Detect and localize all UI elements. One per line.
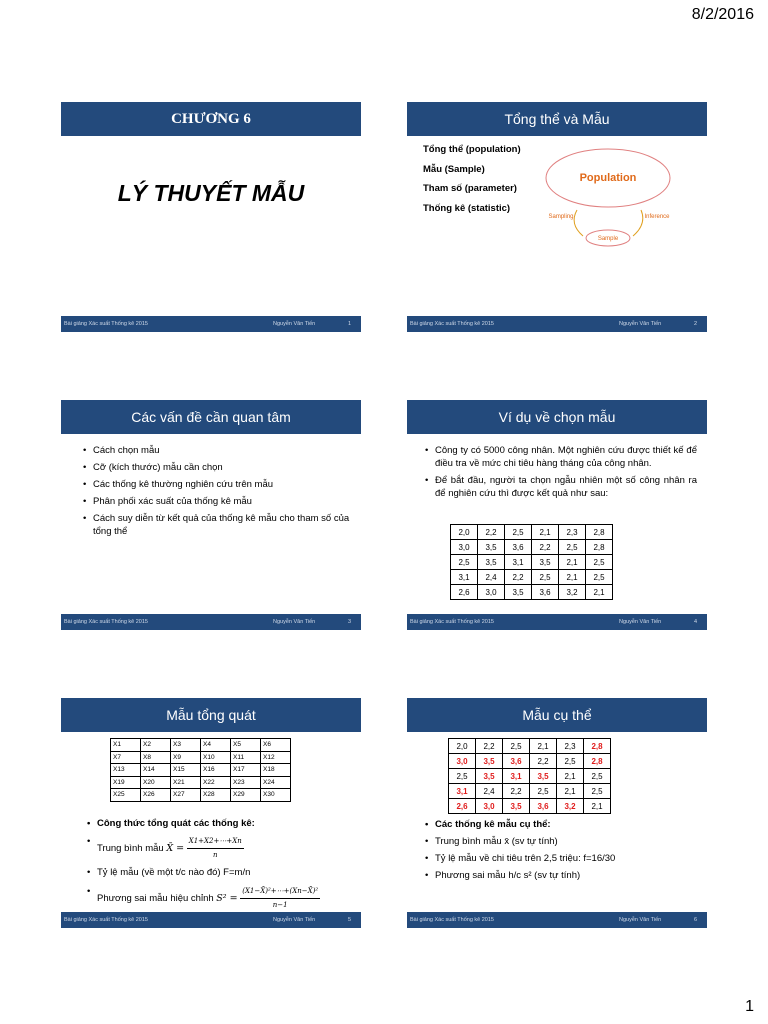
table-cell: 2,5	[557, 754, 584, 769]
table-cell: 3,5	[503, 799, 530, 814]
variance-numerator: (X1−X̄)²+⋯+(Xn−X̄)²	[240, 885, 320, 899]
table-cell: 2,1	[586, 585, 613, 600]
table-cell: X3	[171, 739, 201, 752]
table-cell: 2,6	[451, 585, 478, 600]
list-item: • Cỡ (kích thước) mẫu cần chọn	[81, 461, 356, 474]
table-cell: 2,5	[449, 769, 476, 784]
footer-slide-number: 6	[693, 917, 697, 923]
table-cell: 3,6	[503, 754, 530, 769]
specific-stats-list	[423, 818, 703, 886]
table-cell: 2,1	[584, 799, 611, 814]
table-cell: 3,5	[505, 585, 532, 600]
terms-list	[423, 140, 521, 218]
table-cell: 2,8	[586, 525, 613, 540]
table-cell: X24	[261, 776, 291, 789]
table-cell: X30	[261, 789, 291, 802]
table-cell: X13	[111, 764, 141, 777]
specific-sample-table	[448, 738, 611, 814]
table-cell: 3,5	[478, 555, 505, 570]
table-cell: 2,1	[557, 784, 584, 799]
table-cell: 3,5	[532, 555, 559, 570]
table-cell: 3,1	[505, 555, 532, 570]
table-cell: 2,5	[586, 555, 613, 570]
mean-numerator: X1+X2+⋯+Xn	[187, 835, 244, 849]
inference-arrow	[633, 210, 643, 236]
table-cell: X7	[111, 751, 141, 764]
table-cell: 3,5	[530, 769, 557, 784]
table-cell: 2,2	[530, 754, 557, 769]
page-date: 8/2/2016	[691, 6, 754, 23]
table-cell: 3,5	[476, 754, 503, 769]
formula-list	[85, 817, 357, 916]
table-cell: 2,5	[503, 739, 530, 754]
table-cell: 2,5	[586, 570, 613, 585]
table-row	[449, 769, 611, 784]
table-cell: X4	[201, 739, 231, 752]
table-row	[451, 570, 613, 585]
table-cell: 2,5	[584, 784, 611, 799]
table-cell: 2,2	[532, 540, 559, 555]
footer-slide-number: 2	[693, 321, 697, 327]
table-cell: 2,1	[559, 570, 586, 585]
inference-label: Inference	[644, 214, 670, 220]
slide-6-title: Mẫu cụ thể	[407, 698, 707, 732]
list-item: • Các thống kê mẫu cụ thể:	[423, 818, 703, 831]
concerns-list	[81, 444, 356, 542]
table-cell: X22	[201, 776, 231, 789]
table-cell: 2,1	[559, 555, 586, 570]
table-row	[449, 784, 611, 799]
slide-5-title: Mẫu tổng quát	[61, 698, 361, 732]
list-item: • Công thức tổng quát các thống kê:	[85, 817, 357, 830]
footer-slide-number: 4	[693, 619, 697, 625]
table-cell: X26	[141, 789, 171, 802]
table-cell: 2,5	[530, 784, 557, 799]
table-cell: 3,1	[503, 769, 530, 784]
table-cell: X15	[171, 764, 201, 777]
table-row	[111, 776, 291, 789]
variance-denominator: n−1	[272, 901, 288, 909]
table-cell: X5	[231, 739, 261, 752]
table-cell: 2,2	[505, 570, 532, 585]
table-row	[111, 764, 291, 777]
slide-footer	[61, 614, 361, 630]
table-cell: X29	[231, 789, 261, 802]
list-item: • Cách suy diễn từ kết quả của thống kê mẫu cho tham số của tổng thể	[81, 512, 356, 538]
table-row	[111, 751, 291, 764]
slide-4-title: Ví dụ về chọn mẫu	[407, 400, 707, 434]
table-cell: 3,0	[449, 754, 476, 769]
table-cell: 2,8	[584, 739, 611, 754]
table-cell: X19	[111, 776, 141, 789]
list-item: • Để bắt đầu, người ta chọn ngẫu nhiên một số công nhân ra để nghiên cứu thì được kết quả như sau:	[423, 474, 697, 500]
table-cell: 3,1	[449, 784, 476, 799]
footer-course: Bài giảng Xác suất Thống kê 2015	[64, 321, 148, 327]
table-cell: X18	[261, 764, 291, 777]
list-item: • Cách chọn mẫu	[81, 444, 356, 457]
table-cell: 2,5	[559, 540, 586, 555]
table-cell: 3,6	[530, 799, 557, 814]
general-sample-table	[110, 738, 291, 802]
table-row	[449, 799, 611, 814]
table-cell: 2,5	[451, 555, 478, 570]
footer-author: Nguyễn Văn Tiến	[273, 321, 316, 327]
footer-course: Bài giảng Xác suất Thống kê 2015	[410, 917, 494, 923]
table-row	[451, 585, 613, 600]
table-cell: 2,1	[530, 739, 557, 754]
table-cell: 3,0	[476, 799, 503, 814]
table-cell: X28	[201, 789, 231, 802]
slide-1	[61, 102, 361, 332]
table-cell: 2,5	[532, 570, 559, 585]
footer-slide-number: 1	[347, 321, 351, 327]
variance-formula: • Phương sai mẫu hiệu chỉnh S² = $\frac{\text{(X1−X̄)²+⋯+(Xn−X̄)²}}{n-1}$	[85, 885, 357, 912]
sample-label: Sample	[597, 236, 619, 242]
page-number: 1	[745, 998, 754, 1015]
table-cell: 3,0	[451, 540, 478, 555]
table-cell: 3,6	[505, 540, 532, 555]
table-cell: 2,0	[449, 739, 476, 754]
mean-formula: • Trung bình mẫu X̄ = $\frac{X1+X2+\cdots+Xn}{n}$	[85, 835, 357, 862]
slide-3	[61, 400, 361, 630]
list-item: • Công ty có 5000 công nhân. Một nghiên cứu được thiết kế để điều tra về mức chi tiêu hàng tháng của công nhân.	[423, 444, 697, 470]
example-list	[423, 444, 697, 504]
slide-footer	[61, 912, 361, 928]
table-cell: X27	[171, 789, 201, 802]
table-row	[111, 739, 291, 752]
table-cell: 3,6	[532, 585, 559, 600]
slide-3-title: Các vấn đề cần quan tâm	[61, 400, 361, 434]
footer-slide-number: 5	[347, 917, 351, 923]
list-item: • Tỷ lệ mẫu (về một t/c nào đó) F=m/n	[85, 866, 357, 879]
table-cell: 3,2	[559, 585, 586, 600]
table-cell: 3,5	[476, 769, 503, 784]
table-cell: X16	[201, 764, 231, 777]
table-cell: 2,3	[559, 525, 586, 540]
footer-course: Bài giảng Xác suất Thống kê 2015	[410, 321, 494, 327]
slide-footer	[61, 316, 361, 332]
table-cell: 2,3	[557, 739, 584, 754]
slide-4	[407, 400, 707, 630]
table-row	[449, 739, 611, 754]
table-cell: 3,1	[451, 570, 478, 585]
table-row	[451, 525, 613, 540]
table-cell: X17	[231, 764, 261, 777]
table-row	[111, 789, 291, 802]
table-cell: X25	[111, 789, 141, 802]
slide-2-title: Tổng thể và Mẫu	[407, 102, 707, 136]
table-cell: 2,4	[476, 784, 503, 799]
list-item: • Phương sai mẫu h/c s² (sv tự tính)	[423, 869, 703, 882]
table-cell: 3,0	[478, 585, 505, 600]
table-cell: X20	[141, 776, 171, 789]
list-item: • Trung bình mẫu x̄ (sv tự tính)	[423, 835, 703, 848]
footer-author: Nguyễn Văn Tiến	[273, 917, 316, 923]
table-row	[449, 754, 611, 769]
table-cell: 2,2	[503, 784, 530, 799]
table-cell: X1	[111, 739, 141, 752]
table-cell: 2,1	[557, 769, 584, 784]
footer-slide-number: 3	[347, 619, 351, 625]
table-cell: X11	[231, 751, 261, 764]
population-label: Population	[579, 172, 637, 184]
table-cell: X23	[231, 776, 261, 789]
table-row	[451, 555, 613, 570]
slide-footer	[407, 316, 707, 332]
term-item: Tham số (parameter)	[423, 183, 517, 194]
list-item: • Phân phối xác suất của thống kê mẫu	[81, 495, 356, 508]
sampling-label: Sampling	[548, 214, 574, 220]
list-item: • Các thống kê thường nghiên cứu trên mẫu	[81, 478, 356, 491]
mean-denominator: n	[212, 851, 218, 859]
table-cell: 2,2	[478, 525, 505, 540]
table-cell: 2,4	[478, 570, 505, 585]
term-item: Mẫu (Sample)	[423, 163, 485, 175]
table-cell: X14	[141, 764, 171, 777]
table-cell: X9	[171, 751, 201, 764]
footer-course: Bài giảng Xác suất Thống kê 2015	[64, 917, 148, 923]
table-row	[451, 540, 613, 555]
list-item: • Tỷ lệ mẫu về chi tiêu trên 2,5 triệu: f=16/30	[423, 852, 703, 865]
slide-1-title: CHƯƠNG 6	[61, 102, 361, 136]
sample-data-table	[450, 524, 613, 600]
footer-author: Nguyễn Văn Tiến	[619, 619, 662, 625]
table-cell: X2	[141, 739, 171, 752]
slide-footer	[407, 614, 707, 630]
table-cell: 3,2	[557, 799, 584, 814]
footer-author: Nguyễn Văn Tiến	[619, 321, 662, 327]
term-item: Tổng thể (population)	[423, 144, 521, 155]
table-cell: 2,0	[451, 525, 478, 540]
table-cell: X6	[261, 739, 291, 752]
table-cell: 2,1	[532, 525, 559, 540]
footer-course: Bài giảng Xác suất Thống kê 2015	[410, 619, 494, 625]
footer-author: Nguyễn Văn Tiến	[619, 917, 662, 923]
slide-6	[407, 698, 707, 928]
slide-5	[61, 698, 361, 928]
table-cell: 2,2	[476, 739, 503, 754]
footer-author: Nguyễn Văn Tiến	[273, 619, 316, 625]
table-cell: X8	[141, 751, 171, 764]
slide-2	[407, 102, 707, 332]
sampling-arrow	[574, 210, 583, 236]
population-sample-diagram	[537, 144, 707, 249]
slide-footer	[407, 912, 707, 928]
slide-1-subtitle: LÝ THUYẾT MẪU	[117, 180, 305, 206]
table-cell: X12	[261, 751, 291, 764]
table-cell: 2,6	[449, 799, 476, 814]
table-cell: 3,5	[478, 540, 505, 555]
table-cell: 2,5	[505, 525, 532, 540]
table-cell: X21	[171, 776, 201, 789]
term-item: Thống kê (statistic)	[423, 202, 511, 214]
table-cell: X10	[201, 751, 231, 764]
footer-course: Bài giảng Xác suất Thống kê 2015	[64, 619, 148, 625]
table-cell: 2,8	[584, 754, 611, 769]
table-cell: 2,8	[586, 540, 613, 555]
table-cell: 2,5	[584, 769, 611, 784]
